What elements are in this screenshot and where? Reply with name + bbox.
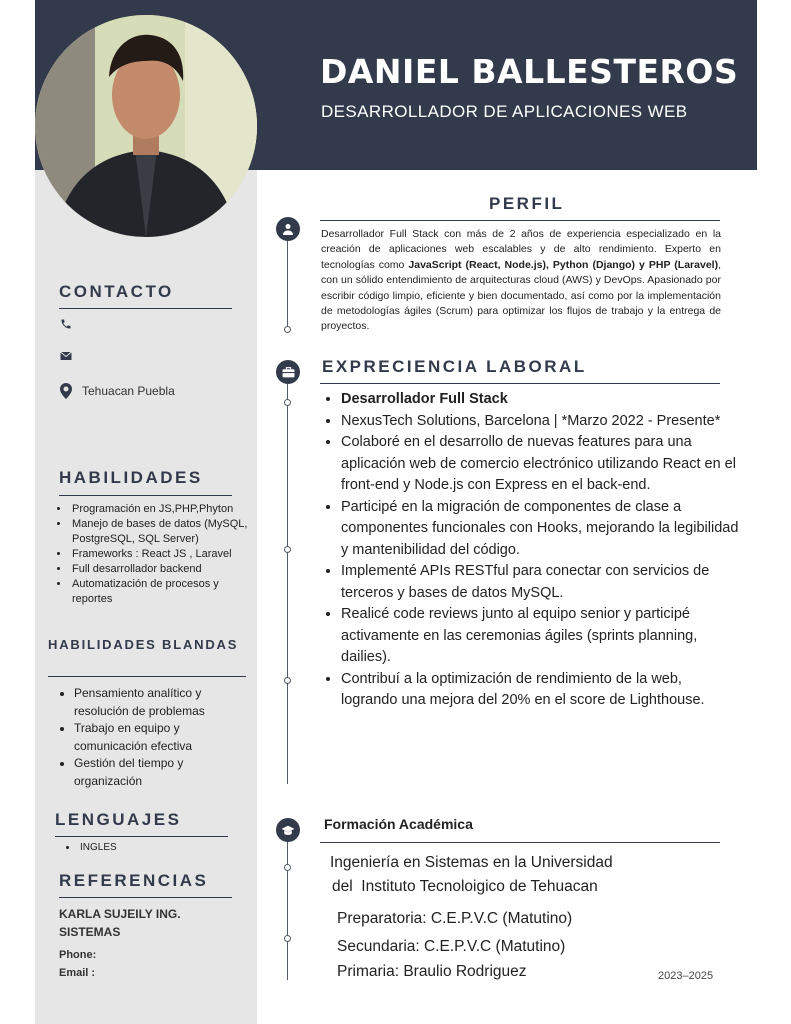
soft-skills-heading: HABILIDADES BLANDAS [48, 637, 239, 652]
experience-item: • Colaboré en el desarrollo de nuevas features para una aplicación web de comercio electrónico utilizando React en el front-end y Node.js con Express en el back-end. [341, 432, 741, 497]
soft-skills-list [60, 685, 249, 790]
job-title: DESARROLLADOR DE APLICACIONES WEB [321, 102, 688, 121]
education-period: 2023–2025 [658, 970, 714, 982]
person-icon [282, 223, 294, 235]
experience-heading: EXPRECIENCIA LABORAL [322, 357, 587, 376]
education-university-line2: del Instituto Tecnoloigico de Tehuacan [332, 878, 598, 895]
timeline-line-education [287, 840, 288, 980]
education-section-icon [276, 818, 300, 842]
profile-divider [320, 220, 720, 221]
mail-icon [60, 351, 72, 361]
education-primaria: Primaria: Braulio Rodriguez [337, 963, 527, 980]
skills-heading: HABILIDADES [59, 468, 203, 487]
skill-item: • Automatización de procesos y reportes [70, 577, 260, 607]
timeline-dot [284, 399, 291, 406]
experience-item: • Contribuí a la optimización de rendimiento de la web, logrando una mejora del 20% en el score de Lighthouse. [341, 669, 741, 712]
contact-divider [59, 308, 232, 309]
soft-skill-item: • Gestión del tiempo y organización [74, 755, 249, 790]
timeline-dot [284, 935, 291, 942]
profile-text-technologies: JavaScript (React, Node.js), Python (Django) y PHP (Laravel) [408, 258, 719, 271]
contact-location-value: Tehuacan Puebla [82, 384, 175, 398]
profile-section-icon [276, 217, 300, 241]
timeline-line-profile [287, 238, 288, 330]
experience-divider [320, 383, 720, 384]
experience-item: • Participé en la migración de componentes de clase a componentes funcionales con Hooks, mejorando la legibilidad y mantenibilidad del código. [341, 497, 741, 562]
profile-photo-illustration [35, 15, 257, 237]
location-pin-icon [60, 383, 72, 399]
skills-list [58, 502, 260, 607]
languages-heading: LENGUAJES [55, 810, 182, 829]
contact-heading: CONTACTO [59, 282, 174, 301]
education-heading: Formación Académica [324, 816, 473, 832]
education-divider [320, 842, 720, 843]
education-prepa: Preparatoria: C.E.P.V.C (Matutino) [337, 910, 573, 927]
experience-item: • Realicé code reviews junto al equipo senior y participé activamente en las ceremonias ágiles (sprints planning, dailies). [341, 604, 741, 669]
skill-item: • Programación en JS,PHP,Phyton [70, 502, 260, 517]
timeline-dot [284, 326, 291, 333]
contact-phone [60, 318, 82, 330]
skills-divider [59, 495, 232, 496]
language-item: • INGLES [78, 840, 228, 855]
profile-heading: PERFIL [489, 194, 565, 213]
languages-list [66, 840, 228, 855]
experience-section-icon [276, 360, 300, 384]
soft-skill-item: • Trabajo en equipo y comunicación efectiva [74, 720, 249, 755]
graduation-cap-icon [281, 824, 295, 836]
profile-text-part2: , con un sólido entendimiento de arquitecturas cloud (AWS) y DevOps. Apasionado por escribir código limpio, eficiente y bien documentado, así como por la implementación de metodologías ágiles (Scrum) para optimizar los flujos de trabajo y la entrega de proyectos. [321, 258, 721, 333]
soft-skill-item: • Pensamiento analítico y resolución de problemas [74, 685, 249, 720]
experience-item: • NexusTech Solutions, Barcelona | *Marzo 2022 - Presente* [341, 411, 741, 433]
experience-role: • Desarrollador Full Stack [341, 389, 741, 411]
timeline-dot [284, 546, 291, 553]
education-secundaria: Secundaria: C.E.P.V.C (Matutino) [337, 938, 566, 955]
references-heading: REFERENCIAS [59, 871, 209, 890]
phone-icon [60, 318, 72, 330]
profile-text-part1: Desarrollador Full Stack con más de 2 años de experiencia especializado en la creación de aplicaciones web escalables y de alto rendimiento. Experto en tecnologías como [321, 228, 721, 271]
skill-item: • Manejo de bases de datos (MySQL, PostgreSQL, SQL Server) [70, 517, 260, 547]
timeline-dot [284, 864, 291, 871]
contact-location [60, 383, 175, 399]
timeline-line-experience [287, 384, 288, 784]
candidate-name: DANIEL BALLESTEROS [320, 52, 739, 91]
education-university-line1: Ingeniería en Sistemas en la Universidad [330, 854, 613, 871]
skill-item: • Full desarrollador backend [70, 562, 260, 577]
soft-skills-divider [48, 676, 246, 677]
contact-email [60, 351, 82, 361]
experience-item: • Implementé APIs RESTful para conectar con servicios de terceros y bases de datos MySQL. [341, 561, 741, 604]
reference-name: KARLA SUJEILY ING. SISTEMAS [59, 907, 181, 939]
timeline-dot [284, 677, 291, 684]
experience-list [323, 389, 741, 712]
reference-phone-label: Phone: [59, 949, 97, 961]
profile-photo [35, 15, 257, 237]
briefcase-icon [282, 366, 295, 378]
reference-email-label: Email : [59, 967, 96, 979]
references-divider [59, 897, 232, 898]
skill-item: • Frameworks : React JS , Laravel [70, 547, 260, 562]
languages-divider [55, 836, 228, 837]
profile-summary [321, 227, 721, 335]
